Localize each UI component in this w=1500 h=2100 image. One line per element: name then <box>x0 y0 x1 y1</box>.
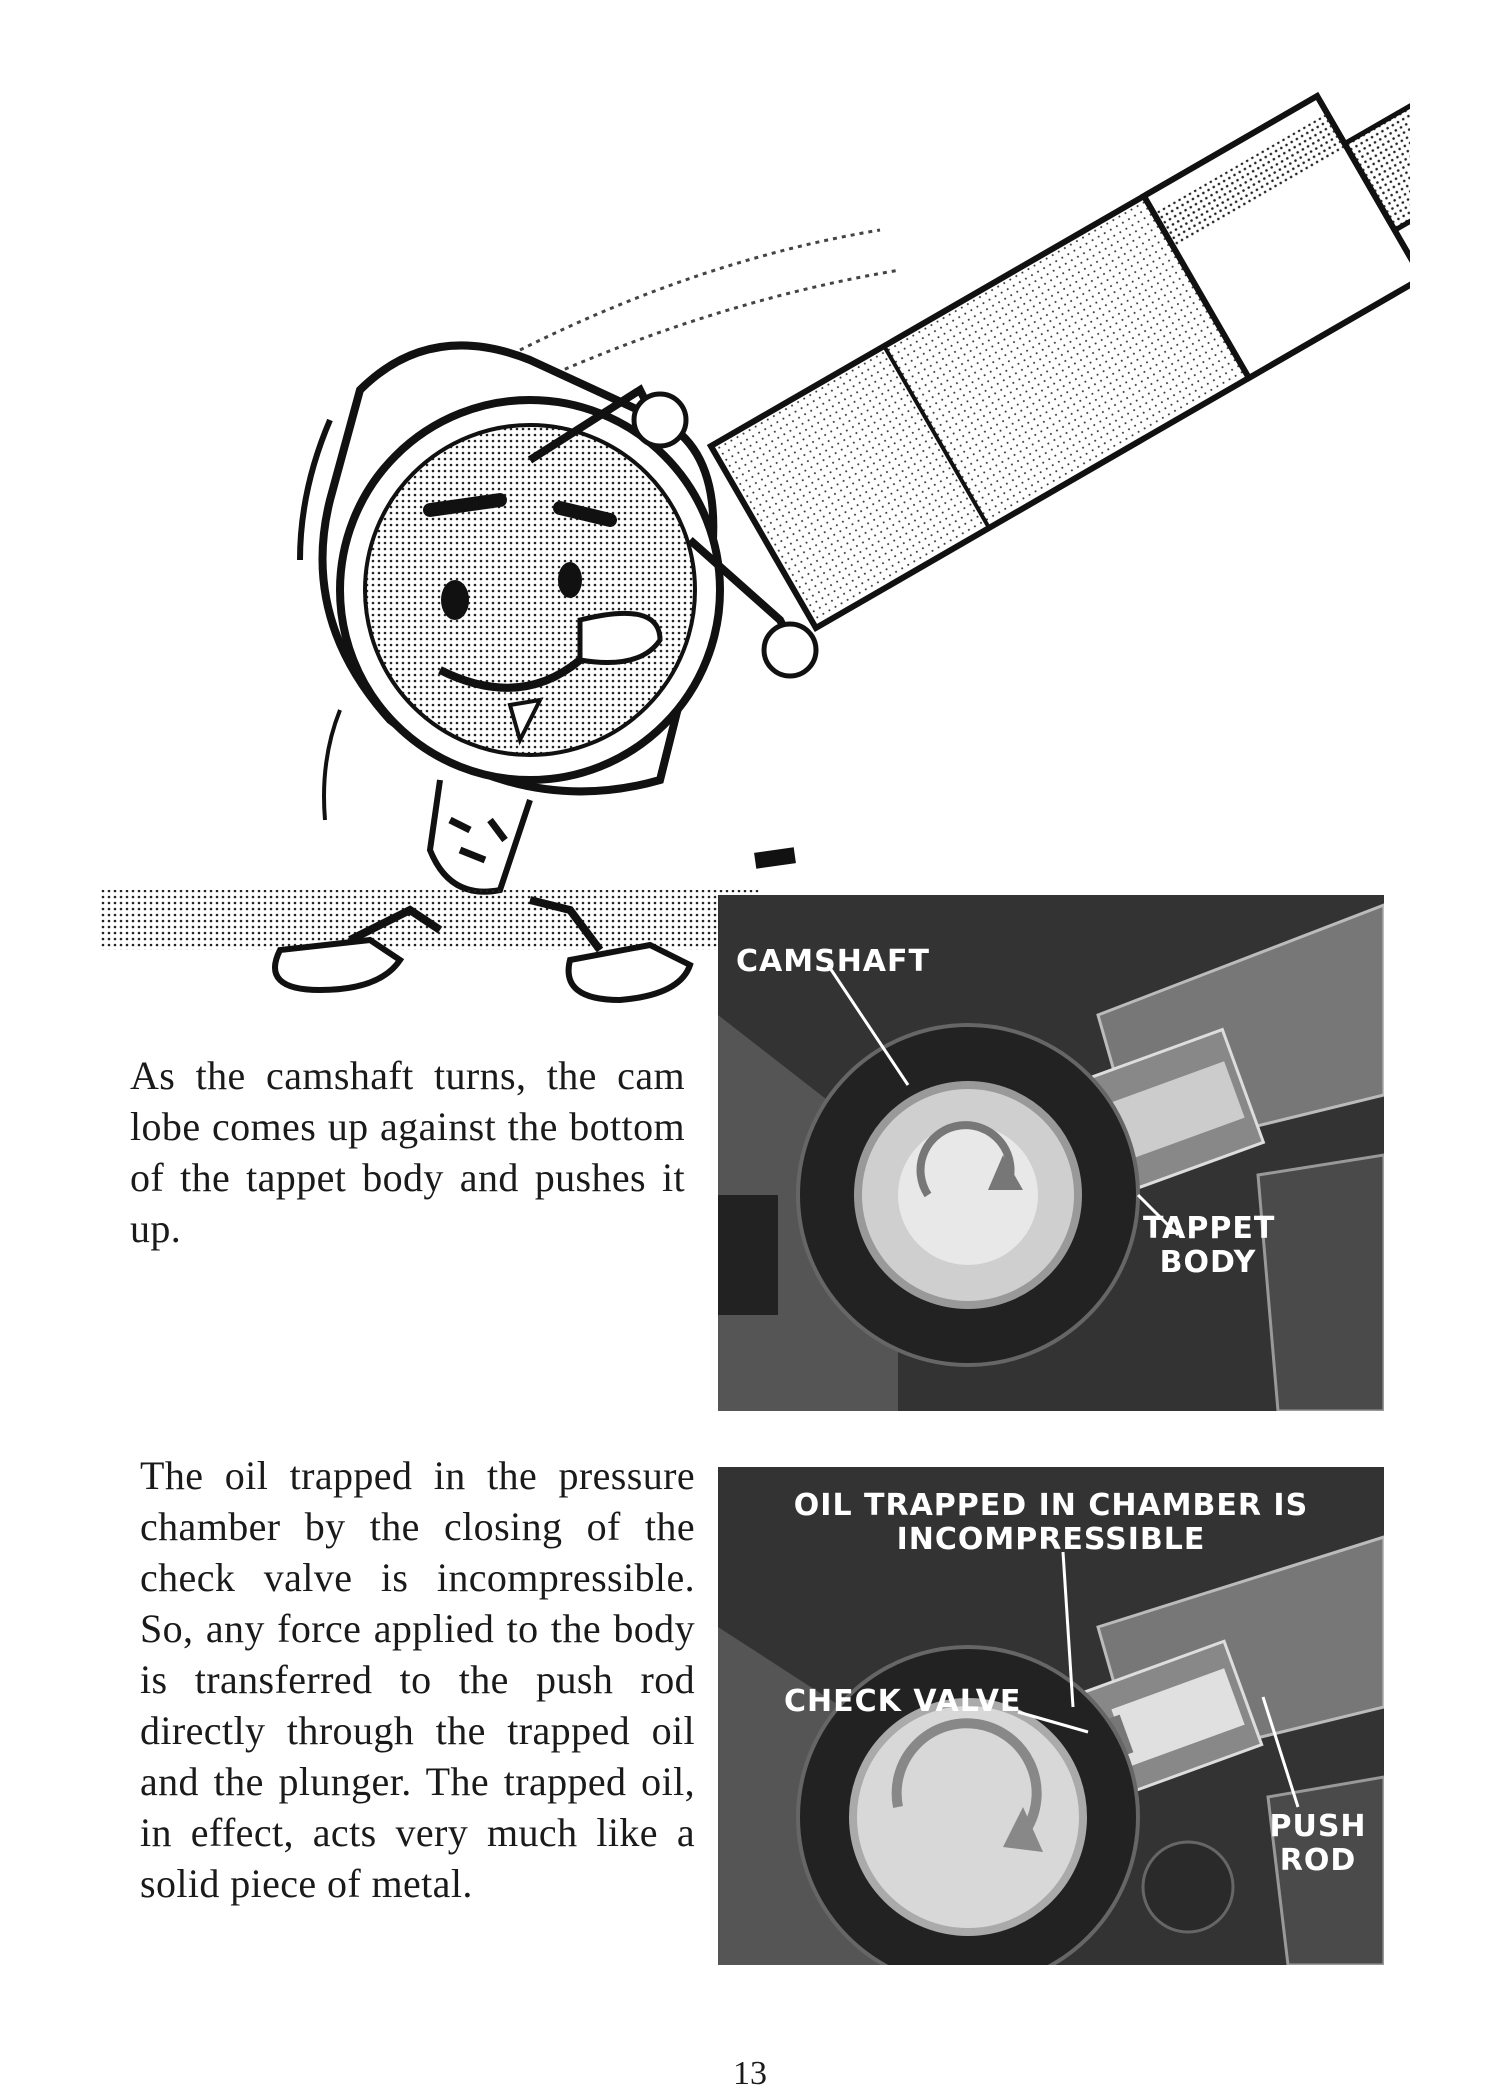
oil-chamber-photo <box>718 1467 1384 1965</box>
paragraph-camshaft-turns: As the camshaft turns, the cam lobe comes up against the bottom of the tappet body and pushes it up. <box>130 1053 685 1251</box>
push-label-line2: ROD <box>1279 1843 1357 1878</box>
oil-trapped-label <box>718 1489 1384 1557</box>
push-rod-label <box>1263 1810 1373 1878</box>
check-valve-label: CHECK VALVE <box>784 1684 1022 1719</box>
tappet-label-line1: TAPPET <box>1143 1211 1276 1246</box>
paragraph-oil-trapped: The oil trapped in the pressure chamber by the closing of the check valve is incompressible. So, any force applied to the body is transferred to the push rod directly through the trapped oil and the plunger. The trapped oil, in effect, acts very much like a solid piece of metal. <box>140 1453 695 1906</box>
tappet-label-line2: BODY <box>1159 1245 1257 1280</box>
oil-label-line1: OIL TRAPPED IN CHAMBER IS <box>793 1488 1309 1523</box>
camshaft-tappet-photo <box>718 895 1384 1411</box>
camshaft-cartoon-illustration <box>100 60 1410 1020</box>
page-number: 13 <box>733 2055 767 2092</box>
tappet-body-label <box>1143 1211 1276 1280</box>
camshaft-label: CAMSHAFT <box>736 944 930 979</box>
oil-label-line2: INCOMPRESSIBLE <box>896 1522 1206 1557</box>
push-label-line1: PUSH <box>1269 1809 1367 1844</box>
